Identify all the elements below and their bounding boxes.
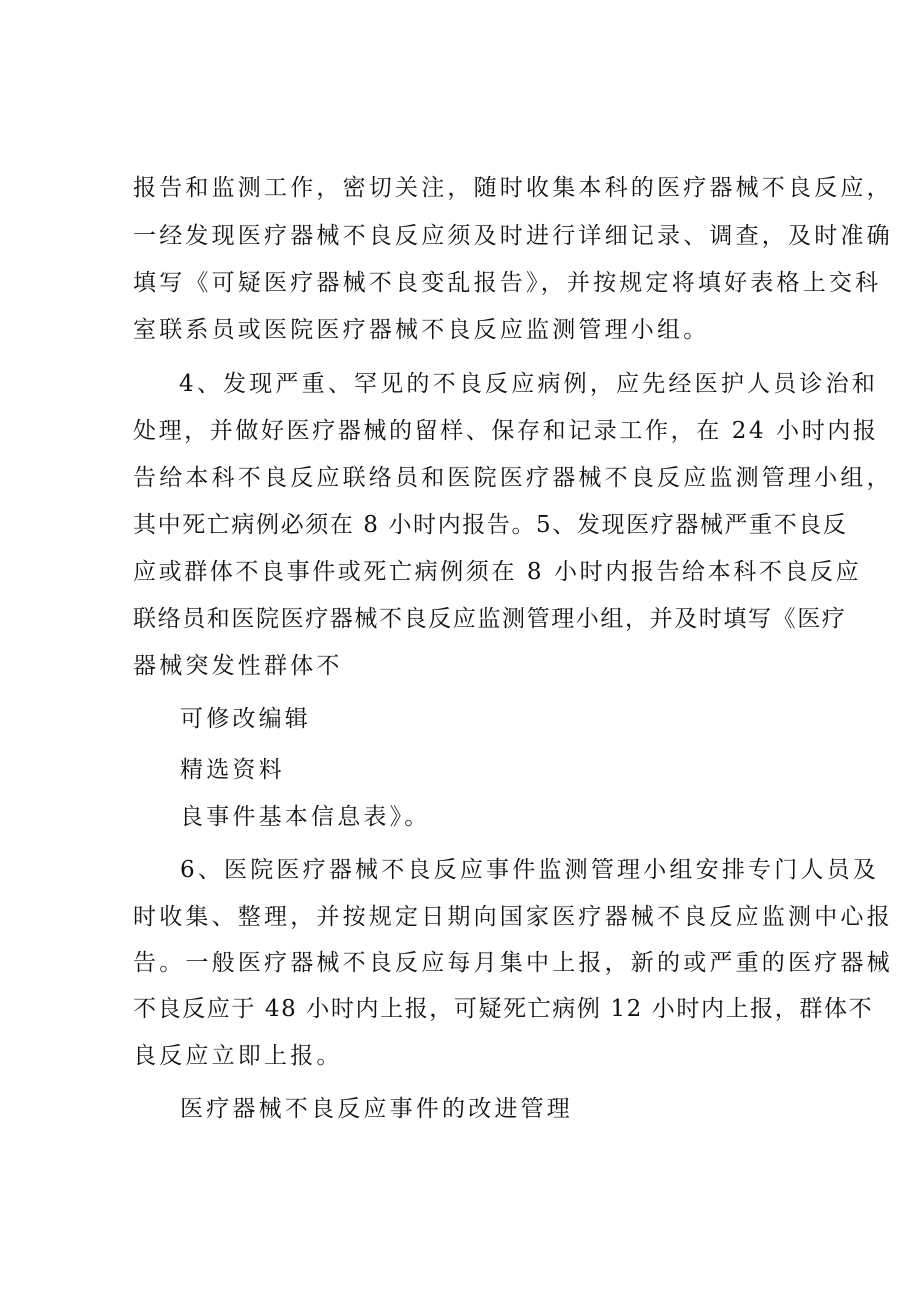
body-text-line: 告。一般医疗器械不良反应每月集中上报，新的或严重的医疗器械 <box>133 950 893 976</box>
body-text-line: 一经发现医疗器械不良反应须及时进行详细记录、调查，及时准确 <box>133 223 893 249</box>
body-text-line: 报告和监测工作，密切关注，随时收集本科的医疗器械不良反应， <box>133 175 893 201</box>
body-text-line: 良事件基本信息表》。 <box>180 804 431 830</box>
body-text-line: 6、医院医疗器械不良反应事件监测管理小组安排专门人员及 <box>180 857 880 883</box>
watermark-text: 可修改编辑 <box>180 706 311 732</box>
section-heading: 医疗器械不良反应事件的改进管理 <box>180 1096 573 1122</box>
body-text-line: 器械突发性群体不 <box>133 653 343 679</box>
body-text-line: 处理，并做好医疗器械的留样、保存和记录工作，在 24 小时内报 <box>133 418 879 444</box>
body-text-line: 应或群体不良事件或死亡病例须在 8 小时内报告给本科不良反应 <box>133 559 862 585</box>
body-text-line: 良反应立即上报。 <box>133 1043 343 1069</box>
body-text-line: 填写《可疑医疗器械不良变乱报告》，并按规定将填好表格上交科 <box>133 270 882 296</box>
body-text-line: 4、发现严重、罕见的不良反应病例，应先经医护人员诊治和 <box>179 371 879 397</box>
body-text-line: 告给本科不良反应联络员和医院医疗器械不良反应监测管理小组， <box>133 465 893 491</box>
body-text-line: 时收集、整理，并按规定日期向国家医疗器械不良反应监测中心报 <box>133 904 893 930</box>
body-text-line: 联络员和医院医疗器械不良反应监测管理小组，并及时填写《医疗 <box>133 606 847 632</box>
body-text-line: 其中死亡病例必须在 8 小时内报告。5、发现医疗器械严重不良反 <box>133 512 848 538</box>
body-text-line: 不良反应于 48 小时内上报，可疑死亡病例 12 小时内上报，群体不 <box>133 996 874 1022</box>
body-text-line: 室联系员或医院医疗器械不良反应监测管理小组。 <box>133 317 710 343</box>
watermark-text: 精选资料 <box>180 757 285 783</box>
